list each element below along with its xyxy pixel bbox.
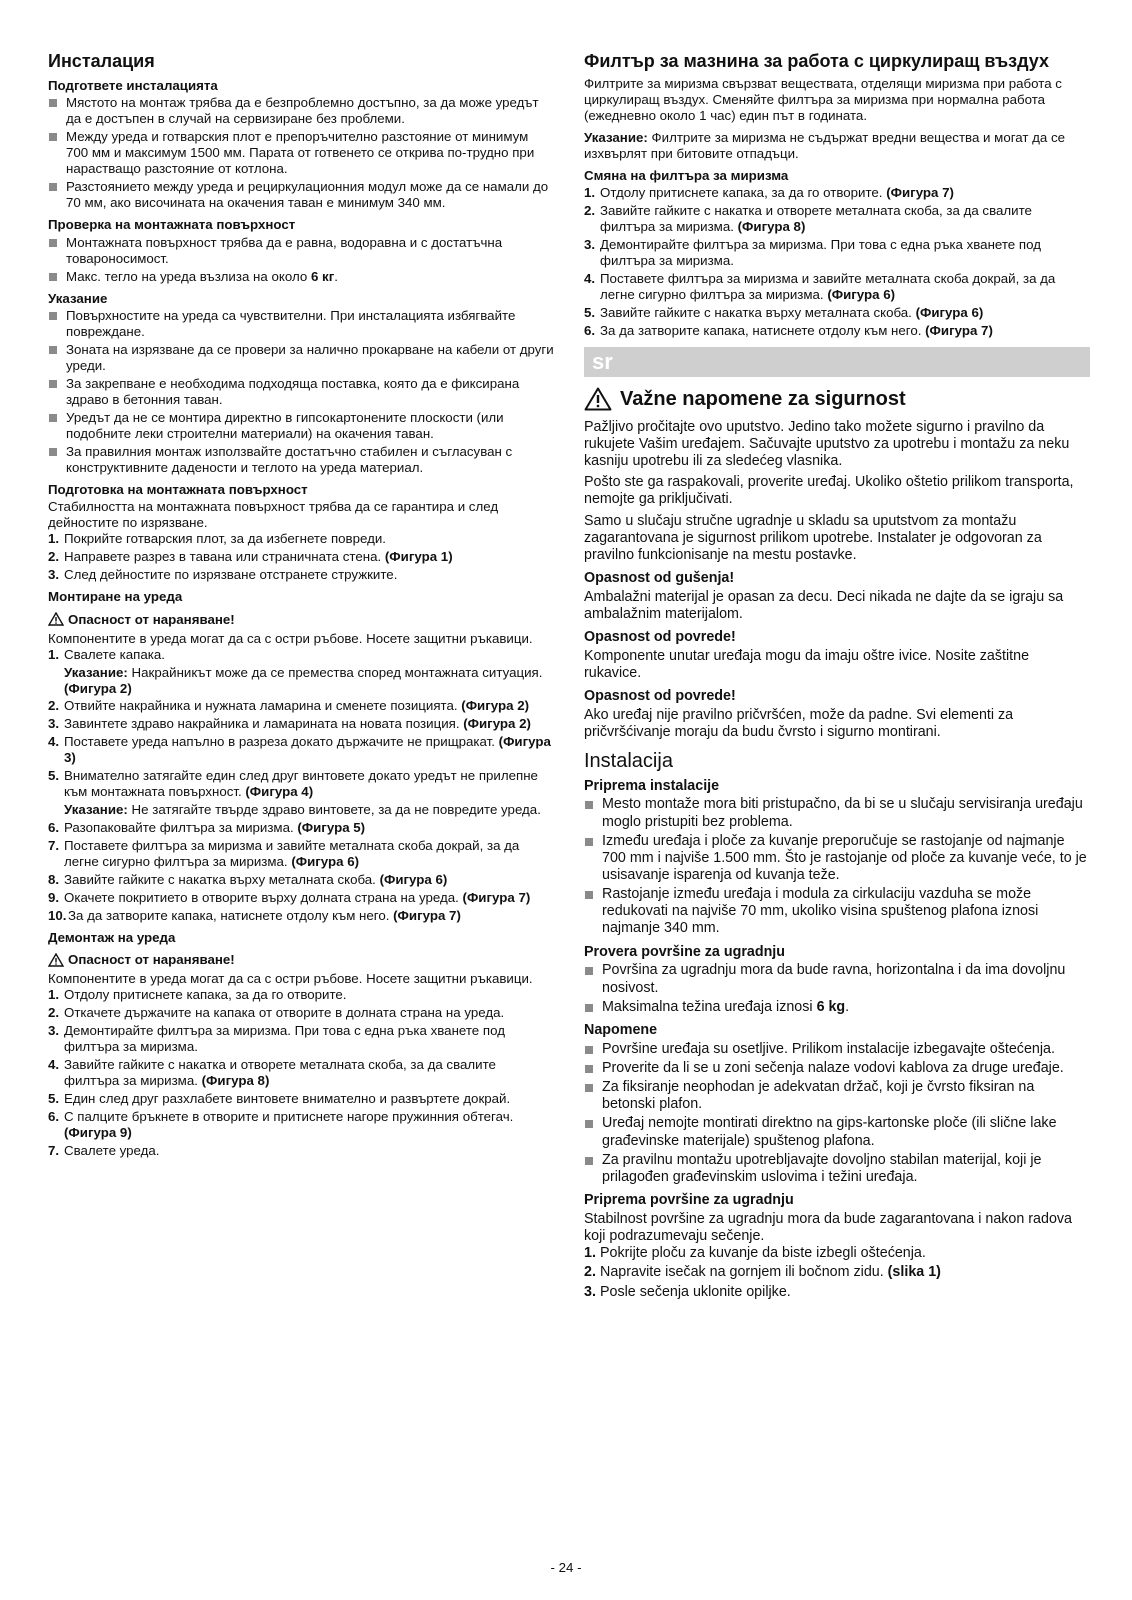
list-item: Uređaj nemojte montirati direktno na gips-kartonske ploče (ili slične lake građevinske materijale) spuštenog plafona. (584, 1115, 1090, 1149)
mount-note-2: Указание: Не затягайте твърде здраво винтовете, за да не повредите уреда. (64, 802, 541, 818)
warning-text: Компонентите в уреда могат да са с остри ръбове. Носете защитни ръкавици. (48, 630, 533, 646)
section-title-installation-sr: Instalacija (584, 749, 673, 772)
step-item: 3. Posle sečenja uklonite opiljke. (584, 1283, 791, 1300)
heading-note: Указание (48, 290, 108, 306)
step-item: 1. Отдолу притиснете капака, за да го отворите. (Фигура 7) (584, 185, 954, 201)
dismount-steps (48, 987, 554, 1159)
page-number: - 24 - (550, 1560, 582, 1575)
step-item: 6. С палците бръкнете в отворите и притиснете нагоре пружинния обтегач. (Фигура 9) (48, 1109, 514, 1141)
list-item: Rastojanje između uređaja i modula za cirkulaciju vazduha se može redukovati na najviše 70 mm, ukoliko visina spuštenog plafona iznosi najmanje 340 mm. (584, 886, 1090, 937)
list-item: Мястото на монтаж трябва да е безпроблемно достъпно, за да може уредът да е достъпен в случай на сервизиране без проблеми. (48, 95, 554, 127)
mount-steps-b (48, 698, 554, 800)
section-title-installation-bg: Инсталация (48, 51, 155, 71)
right-column (584, 50, 1090, 1303)
list-item: За правилния монтаж използвайте достатъчно стабилен и съгласуван с конструктивните дадености и теглото на уреда материал. (48, 444, 554, 476)
list-item: Za fiksiranje neophodan je adekvatan držač, koji je čvrsto fiksiran na betonski plafon. (584, 1079, 1090, 1113)
heading-prepare-installation: Подгответе инсталацията (48, 77, 218, 93)
step-item: 2. Отвийте накрайника и нужната ламарина и сменете позицията. (Фигура 2) (48, 698, 530, 714)
hazard-text: Ambalažni materijal je opasan za decu. Deci nikada ne dajte da se igraju sa ambalažnim materijalom. (584, 588, 1064, 623)
filter-intro: Филтрите за миризма свързват веществата, отделящи миризма при работа с циркулиращ въздух. Сменяйте филтъра за миризма при нормална работа (ежедневно около 1 час) един път в годината. (584, 75, 1062, 123)
list-item: За закрепване е необходима подходяща поставка, която да е фиксирана здраво в бетонния таван. (48, 376, 554, 408)
list-item: Površine uređaja su osetljive. Prilikom instalacije izbegavajte oštećenja. (584, 1041, 1090, 1058)
hazard-text: Komponente unutar uređaja mogu da imaju oštre ivice. Nosite zaštitne rukavice. (584, 648, 1030, 682)
list-item: Površina za ugradnju mora da bude ravna, horizontalna i da ima dovoljnu nosivost. (584, 962, 1090, 996)
filter-note: Указание: Филтрите за миризма не съдържат вредни вещества и могат да се изхвърлят при битовите отпадъци. (584, 129, 1066, 161)
language-code: sr (592, 348, 613, 374)
prepare-surface-steps (48, 531, 554, 583)
left-column (48, 50, 554, 1161)
list-item: Za pravilnu montažu upotrebljavajte dovoljno stabilan materijal, koji je prilagođen građevinskim uslovima i težini uređaja. (584, 1152, 1090, 1186)
step-item: 10. За да затворите капака, натиснете отдолу към него. (Фигура 7) (48, 907, 461, 923)
step-item: 7. Поставете филтъра за миризма и завийте металната скоба докрай, за да легне сигурно филтъра за миризма. (Фигура 6) (48, 838, 520, 870)
step-item: 7. Свалете уреда. (48, 1143, 160, 1159)
heading-prepare-surface: Priprema površine za ugradnju (584, 1192, 794, 1209)
mount-steps-a (48, 647, 554, 663)
safety-paragraph: Pošto ste ga raspakovali, proverite uređaj. Ukoliko oštetio prilikom transporta, nemojte ga priključivati. (584, 474, 1074, 508)
warning-triangle-icon (584, 387, 612, 411)
heading-notes: Napomene (584, 1021, 658, 1038)
step-item: 9. Окачете покритието в отворите върху долната страна на уреда. (Фигура 7) (48, 889, 531, 905)
list-item: Между уреда и готварския плот е препоръчително разстояние от минимум 700 мм и максимум 1500 мм. Парата от готвенето се открива по-трудно при нарастващо разстояние от котлона. (48, 129, 554, 177)
hazard-text: Ako uređaj nije pravilno pričvršćen, može da padne. Svi elementi za pričvršćivanje moraju da budu čvrsto i sigurno montirani. (584, 707, 1014, 741)
prepare-installation-list (584, 796, 1090, 937)
step-item: 3. Демонтирайте филтъра за миризма. При това с една ръка хванете под филтъра за миризма. (48, 1023, 505, 1055)
heading-change-filter: Смяна на филтъра за миризма (584, 167, 789, 183)
step-item: 4. Поставете уреда напълно в разреза докато държачите не прищракат. (Фигура 3) (48, 734, 551, 766)
language-bar (584, 347, 1090, 377)
notes-list (584, 1041, 1090, 1186)
safety-title: Važne napomene za sigurnost (584, 387, 1090, 411)
step-item: 4. Завийте гайките с накатка и отворете металната скоба, за да свалите филтъра за миризма. (Фигура 8) (48, 1057, 496, 1089)
list-item: Između uređaja i ploče za kuvanje preporučuje se rastojanje od najmanje 700 mm i najviše 1.500 mm. Što je rastojanje od ploče za kuvanje veće, to je usisavanje isparenja od kuvanja teže. (584, 833, 1090, 884)
safety-paragraph: Samo u slučaju stručne ugradnje u skladu sa uputstvom za montažu zagarantovana je sigurnost prilikom upotrebe. Instalater je odgovoran za pravilno funkcionisanje na mestu postavke. (584, 512, 1042, 563)
list-item: Зоната на изрязване да се провери за налично прокарване на кабели от други уреди. (48, 342, 554, 374)
step-item: 4. Поставете филтъра за миризма и завийте металната скоба докрай, за да легне сигурно филтъра за миризма. (Фигура 6) (584, 270, 1056, 302)
section-title-filter: Филтър за мазнина за работа с циркулиращ въздух (584, 51, 1050, 71)
heading-check-surface: Проверка на монтажната повърхност (48, 217, 296, 233)
warning-triangle-icon (48, 953, 64, 967)
list-item: Повърхностите на уреда са чувствителни. При инсталацията избягвайте повреждане. (48, 308, 554, 340)
note-list (48, 308, 554, 476)
heading-hazard-injury: Opasnost od povrede! (584, 629, 736, 646)
check-surface-list (48, 235, 554, 285)
prepare-surface-intro: Стабилността на монтажната повърхност трябва да се гарантира и след дейностите по изрязване. (48, 499, 499, 531)
heading-hazard-suffocation: Opasnost od gušenja! (584, 570, 735, 586)
heading-check-surface: Provera površine za ugradnju (584, 943, 786, 960)
step-item: 5. Един след друг разхлабете винтовете внимателно и развъртете докрай. (48, 1091, 511, 1107)
heading-prepare-surface: Подготовка на монтажната повърхност (48, 481, 308, 497)
list-item: Уредът да не се монтира директно в гипсокартонените плоскости (или подобните леки строителни материали) на окачения таван. (48, 410, 554, 442)
warning-injury: Опасност от нараняване! (48, 612, 554, 627)
step-item: 3. Демонтирайте филтъра за миризма. При това с една ръка хванете под филтъра за миризма. (584, 237, 1041, 268)
heading-hazard-injury: Opasnost od povrede! (584, 688, 736, 705)
list-item: Proverite da li se u zoni sečenja nalaze vodovi kablova za druge uređaje. (584, 1060, 1090, 1077)
heading-prepare-installation: Priprema instalacije (584, 777, 720, 794)
step-item: 5. Завийте гайките с накатка върху металната скоба. (Фигура 6) (584, 304, 984, 320)
prepare-surface-steps (584, 1245, 1090, 1300)
list-item: Разстоянието между уреда и рециркулационния модул може да се намали до 70 мм, ако височината на окачения таван е минимум 340 мм. (48, 179, 554, 211)
step-item: 2. Завийте гайките с накатка и отворете металната скоба, за да свалите филтъра за миризма. (Фигура 8) (584, 203, 1032, 235)
heading-mount-device: Монтиране на уреда (48, 589, 183, 605)
list-item: Maksimalna težina uređaja iznosi 6 kg. (584, 999, 1090, 1016)
step-item: 3. Завинтете здраво накрайника и ламарината на новата позиция. (Фигура 2) (48, 716, 531, 732)
list-item: Макс. тегло на уреда възлиза на около 6 кг. (48, 269, 554, 285)
step-item: 2. Откачете държачите на капака от отворите в долната страна на уреда. (48, 1005, 505, 1021)
warning-text: Компонентите в уреда могат да са с остри ръбове. Носете защитни ръкавици. (48, 971, 533, 987)
check-surface-list (584, 962, 1090, 1015)
step-item: 6. За да затворите капака, натиснете отдолу към него. (Фигура 7) (584, 322, 993, 338)
step-item: 1. Покрийте готварския плот, за да избегнете повреди. (48, 531, 386, 547)
step-item: 2. Направете разрез в тавана или страничната стена. (Фигура 1) (48, 549, 453, 565)
list-item: Монтажната повърхност трябва да е равна, водоравна и с достатъчна товароносимост. (48, 235, 554, 267)
step-item: 8. Завийте гайките с накатка върху металната скоба. (Фигура 6) (48, 872, 448, 888)
step-item: 2. Napravite isečak na gornjem ili bočnom zidu. (slika 1) (584, 1264, 941, 1281)
warning-injury: Опасност от нараняване! (48, 952, 554, 967)
prepare-installation-list (48, 95, 554, 211)
list-item: Mesto montaže mora biti pristupačno, da bi se u slučaju servisiranja uređaju moglo pristupiti bez problema. (584, 796, 1090, 830)
step-item: 6. Разопаковайте филтъра за миризма. (Фигура 5) (48, 820, 366, 836)
step-item: 1. Pokrijte ploču za kuvanje da biste izbegli oštećenja. (584, 1245, 926, 1262)
step-item: 1. Свалете капака. (48, 646, 165, 662)
step-item: 1. Отдолу притиснете капака, за да го отворите. (48, 987, 347, 1003)
step-item: 3. След дейностите по изрязване отстранете стружките. (48, 567, 398, 583)
prepare-surface-intro: Stabilnost površine za ugradnju mora da bude zagarantovana i nakon radova koji podrazumevaju sečenje. (584, 1210, 1073, 1245)
heading-dismount-device: Демонтаж на уреда (48, 929, 176, 945)
step-item: 5. Внимателно затягайте един след друг винтовете докато уредът не прилепне към монтажната повърхност. (Фигура 4) (48, 768, 538, 800)
safety-paragraph: Pažljivo pročitajte ovo uputstvo. Jedino tako možete sigurno i pravilno da rukujete Vašim uređajem. Sačuvajte uputstvo za upotrebu i montažu za neku kasniju upotrebu ili za sledećeg vlasnika. (584, 418, 1070, 470)
mount-steps-c (48, 820, 554, 924)
mount-note-1: Указание: Накрайникът може да се премества според монтажната ситуация. (Фигура 2) (64, 664, 543, 696)
change-filter-steps (584, 185, 1090, 339)
warning-triangle-icon (48, 612, 64, 626)
